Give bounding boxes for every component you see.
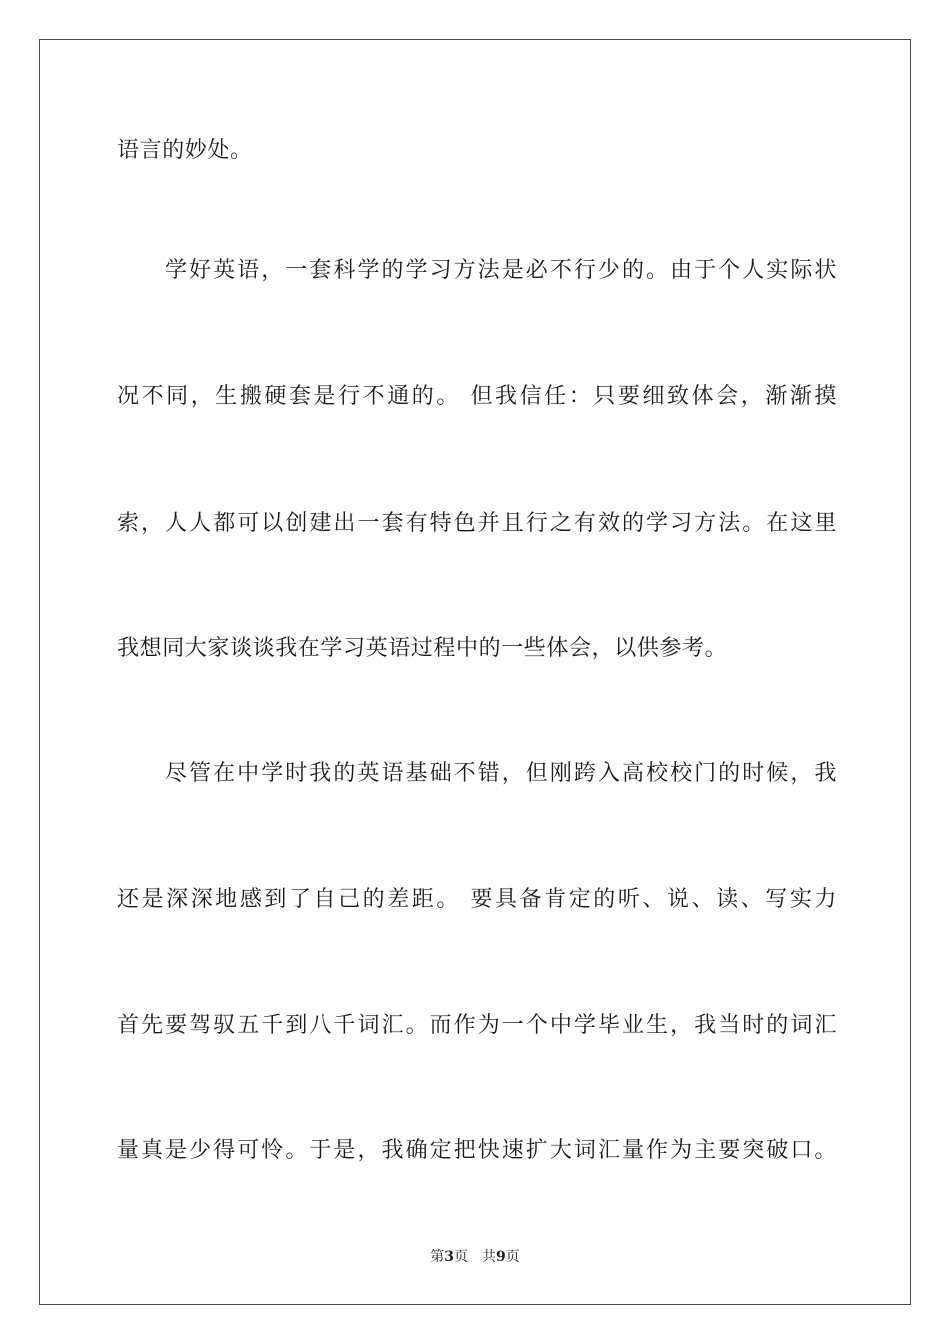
total-suffix: 页: [505, 1249, 520, 1265]
page-border: [39, 39, 911, 1305]
paragraph-line: 索，人人都可以创建出一套有特色并且行之有效的学习方法。在这里: [117, 511, 837, 536]
paragraph-line: 我想同大家谈谈我在学习英语过程中的一些体会，以供参考。: [117, 636, 728, 661]
page-number-footer: [0, 1248, 950, 1266]
page-prefix: 第: [430, 1249, 445, 1265]
paragraph-line: 还是深深地感到了自己的差距。 要具备肯定的听、说、读、写实力: [117, 887, 837, 912]
page-suffix: 页: [454, 1249, 468, 1265]
paragraph-line: 尽管在中学时我的英语基础不错，但刚跨入高校校门的时候，我: [165, 761, 837, 786]
paragraph-line: 首先要驾驭五千到八千词汇。而作为一个中学毕业生，我当时的词汇: [117, 1013, 837, 1038]
paragraph-line: 语言的妙处。: [117, 138, 253, 163]
paragraph-line: 况不同，生搬硬套是行不通的。 但我信任：只要细致体会，渐渐摸: [117, 384, 837, 409]
paragraph-line: 学好英语，一套科学的学习方法是必不行少的。由于个人实际状: [165, 258, 837, 283]
total-pages-number: 9: [496, 1249, 506, 1265]
current-page-number: 3: [444, 1249, 454, 1265]
total-prefix: 共: [482, 1249, 496, 1265]
paragraph-line: 量真是少得可怜。于是，我确定把快速扩大词汇量作为主要突破口。: [117, 1138, 837, 1163]
